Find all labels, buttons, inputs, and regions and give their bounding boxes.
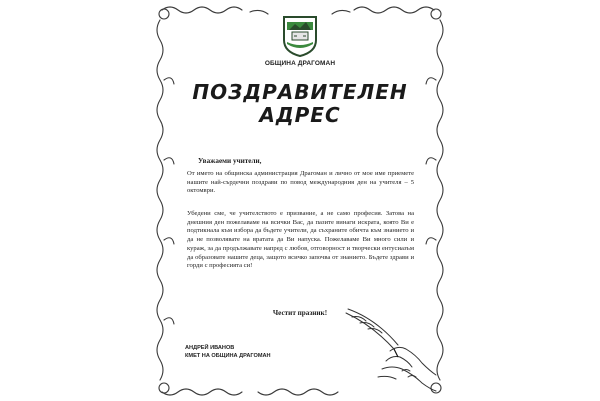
municipality-name: ОБЩИНА ДРАГОМАН: [264, 60, 336, 67]
title-line-2: АДРЕС: [259, 103, 341, 127]
hand-with-quill-illustration: [342, 305, 438, 393]
closing-line: Честит празник!: [272, 309, 328, 317]
signer-name: АНДРЕЙ ИВАНОВ: [185, 345, 235, 351]
paragraph-wishes: Убедени сме, че учителството е призвание, а не само професия. Затова на днешния ден пожелаваме на всички Вас, да пазите винаги искрата, която Ви е подтикнала към избора да бъдете учители, да съхраните обичта към знанието и да не позволявате на вратата да Ви напуска. Пожелаваме Ви много сили и кураж, за да продължавате напред с любов, отговорност и творчески ентусиазъм да образовате нашите деца, защото всичко започва от знанието. Бъдете здрави и горди с професията си!: [187, 210, 414, 270]
paragraph-greeting: От името на общинска администрация Драгоман и лично от мое име приемете нашите най-сърдечни поздрави по повод международния ден на учителя – 5 октомври.: [187, 170, 414, 195]
certificate-sheet: [150, 0, 450, 401]
title-line-1: ПОЗДРАВИТЕЛЕН: [192, 80, 408, 104]
signer-position: КМЕТ НА ОБЩИНА ДРАГОМАН: [185, 353, 271, 359]
signature-block: [185, 344, 271, 360]
salutation: Уважаеми учители,: [198, 157, 262, 165]
municipality-crest-logo: [281, 14, 319, 58]
